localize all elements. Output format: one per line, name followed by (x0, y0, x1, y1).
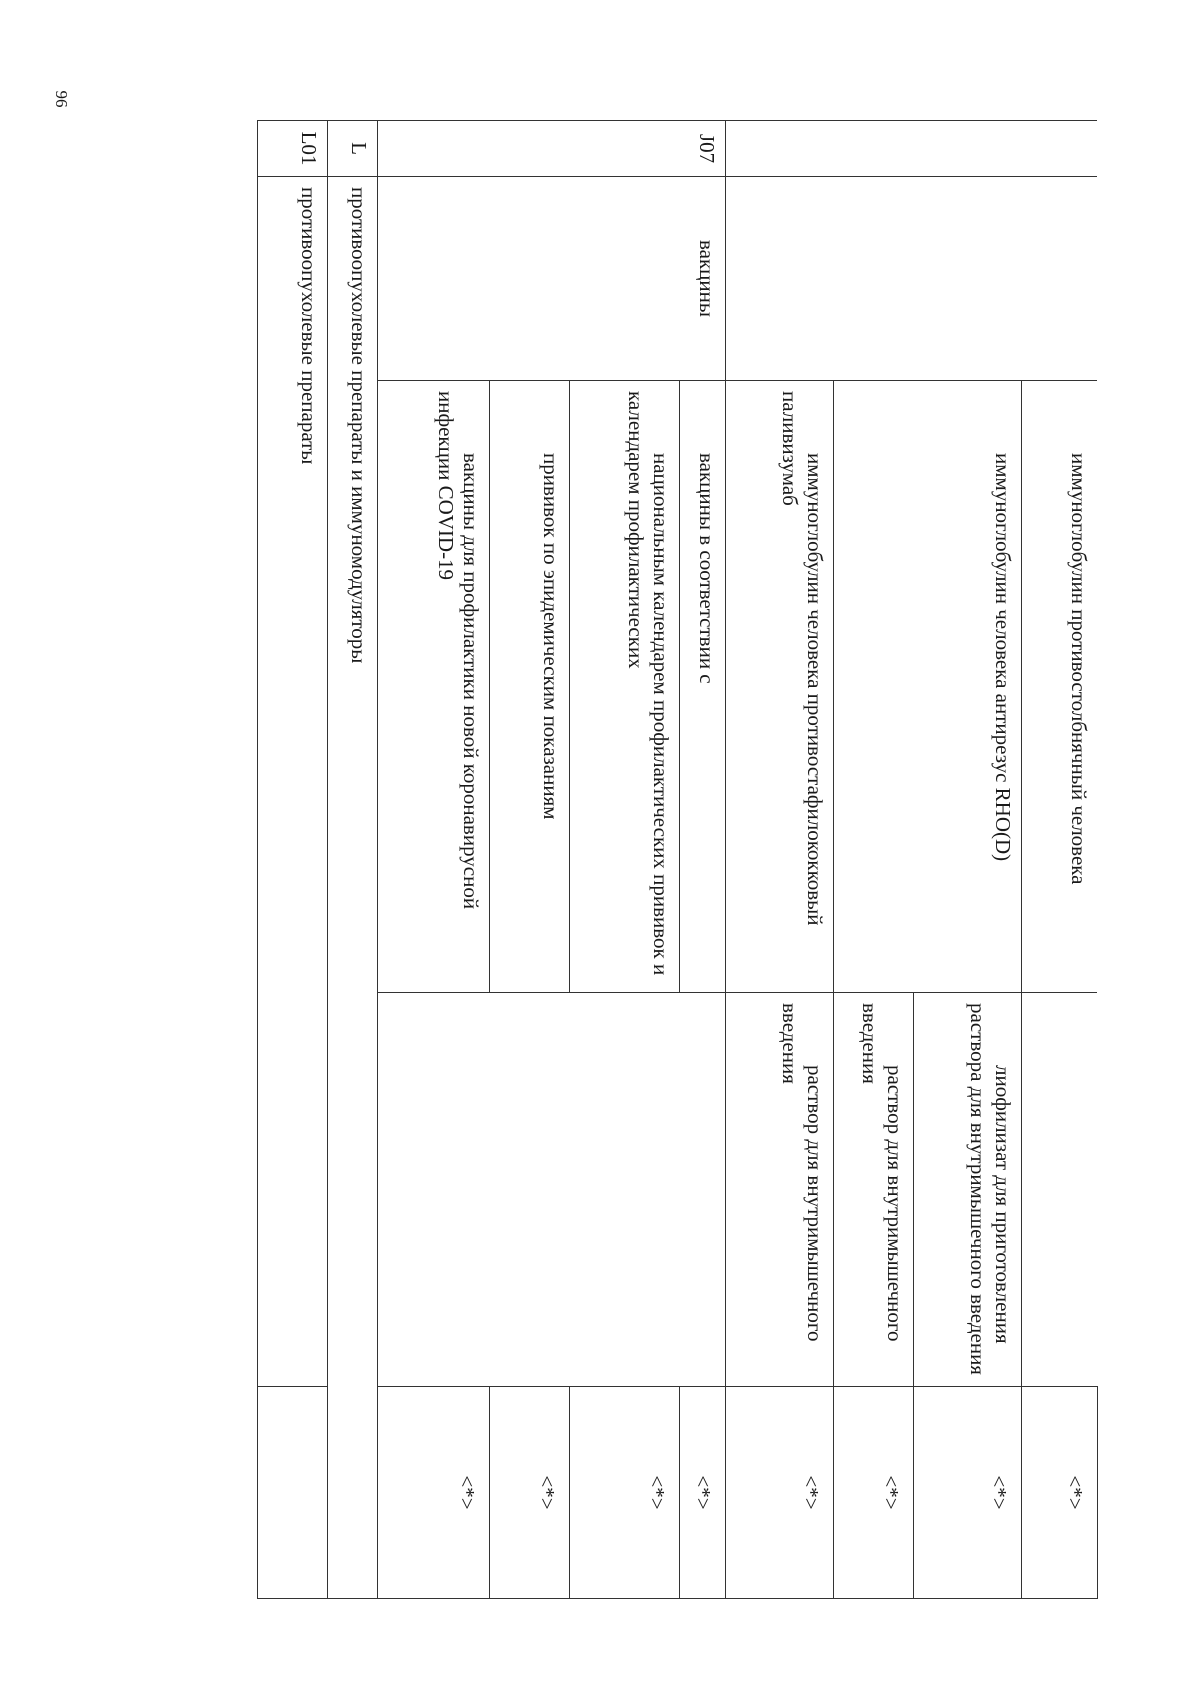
note-cell: <*> (570, 1387, 680, 1599)
page-number: 96 (52, 90, 71, 108)
form-cell: раствор для внутримышечного введения (726, 993, 834, 1387)
note-cell: <*> (914, 1387, 1022, 1599)
note-cell: <*> (1022, 1387, 1098, 1599)
table-row (258, 121, 328, 1599)
name-cell (834, 381, 914, 993)
note-cell: <*> (490, 1387, 570, 1599)
code-cell: L01 (258, 121, 328, 177)
name-cell: вакцины в соответствии с (680, 381, 726, 993)
table-row (914, 121, 1022, 1599)
code-cell (834, 121, 914, 177)
table-row (680, 121, 726, 1599)
group-cell (914, 177, 1022, 381)
form-cell (490, 993, 570, 1387)
code-cell (570, 121, 680, 177)
drug-table (257, 120, 1098, 1599)
name-cell: иммуноглобулин противостолбнячный человека (1022, 381, 1098, 993)
name-cell: прививок по эпидемическим показаниям (490, 381, 570, 993)
note-cell: <*> (726, 1387, 834, 1599)
table-row (378, 121, 490, 1599)
code-cell (1022, 121, 1098, 177)
group-cell (726, 177, 834, 381)
form-cell (378, 993, 490, 1387)
table-row (490, 121, 570, 1599)
group-cell (1022, 177, 1098, 381)
group-cell (378, 177, 490, 381)
note-cell (258, 1387, 328, 1599)
code-cell: L (328, 121, 378, 177)
table-row (328, 121, 378, 1599)
table-row (1022, 121, 1098, 1599)
name-cell: национальным календарем профилактических прививок и календарем профилактических (570, 381, 680, 993)
note-cell: <*> (378, 1387, 490, 1599)
form-cell (680, 993, 726, 1387)
code-cell (914, 121, 1022, 177)
note-cell: <*> (680, 1387, 726, 1599)
code-cell (490, 121, 570, 177)
group-cell (490, 177, 570, 381)
form-cell (1022, 993, 1098, 1387)
group-cell: противоопухолевые препараты и иммуномодуляторы (328, 177, 378, 1599)
code-cell (378, 121, 490, 177)
name-cell: иммуноглобулин человека противостафилококковый паливизумаб (726, 381, 834, 993)
note-cell: <*> (834, 1387, 914, 1599)
code-cell: J07 (680, 121, 726, 177)
form-cell: лиофилизат для приготовления раствора для внутримышечного введения (914, 993, 1022, 1387)
name-cell: иммуноглобулин человека антирезус RHO(D) (914, 381, 1022, 993)
group-cell: вакцины (680, 177, 726, 381)
group-cell (570, 177, 680, 381)
table-row (834, 121, 914, 1599)
form-cell (570, 993, 680, 1387)
group-cell (834, 177, 914, 381)
code-cell (726, 121, 834, 177)
name-cell: вакцины для профилактики новой коронавирусной инфекции COVID-19 (378, 381, 490, 993)
table-row (570, 121, 680, 1599)
table-row (726, 121, 834, 1599)
form-cell: раствор для внутримышечного введения (834, 993, 914, 1387)
group-cell: противоопухолевые препараты (258, 177, 328, 1387)
drug-table-rotated (178, 120, 1098, 1598)
